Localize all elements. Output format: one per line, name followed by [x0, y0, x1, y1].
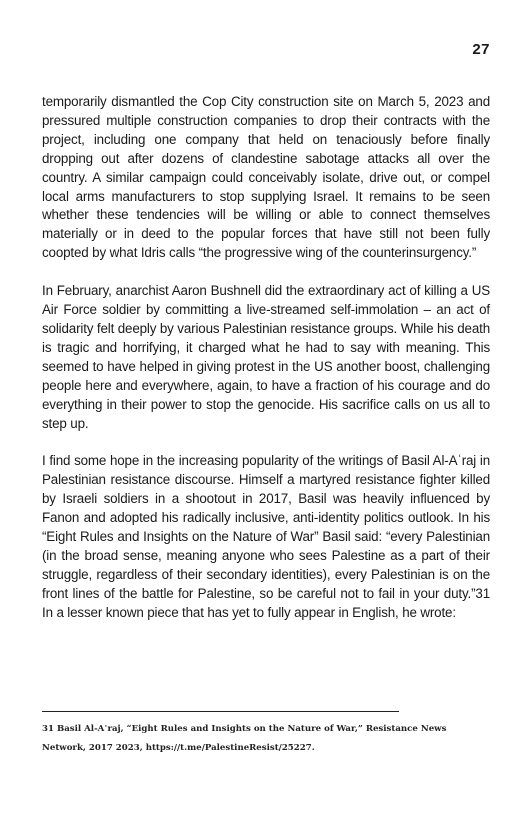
body-text [42, 93, 490, 642]
paragraph-basil-al-araj: I find some hope in the increasing popularity of the writings of Basil Al-Aʿraj in Palestinian resistance discourse. Himself a martyred resistance fighter killed by Israeli soldiers in a shootout in 2017, Basil was heavily influenced by Fanon and adopted his radically inclusive, anti-identity politics outlook. In his “Eight Rules and Insights on the Nature of War” Basil said: “every Palestinian (in the broad sense, meaning anyone who sees Palestine as a part of their struggle, regardless of their secondary identities), every Palestinian is on the front lines of the battle for Palestine, so be careful not to fail in your duty.”31 In a lesser known piece that has yet to fully appear in English, he wrote: [42, 453, 490, 620]
paragraph-aaron-bushnell: In February, anarchist Aaron Bushnell did the extraordinary act of killing a US Air Force soldier by committing a live-streamed self-immolation – an act of solidarity felt deeply by various Palestinian resistance groups. While his death is tragic and horrifying, it charged what he had to say with meaning. This seemed to have helped in giving protest in the US another boost, challenging people here and everywhere, again, to have a fraction of his courage and do everything in their power to stop the genocide. His sacrifice calls on us all to step up. [42, 283, 490, 431]
footnote-divider [42, 711, 399, 712]
paragraph-cop-city: temporarily dismantled the Cop City construction site on March 5, 2023 and pressured multiple construction companies to drop their contracts with the project, including one company that held on tenaciously before finally dropping out after dozens of clandestine sabotage attacks all over the country. A similar campaign could conceivably isolate, drive out, or compel local arms manufacturers to stop supplying Israel. It remains to be seen whether these tendencies will be willing or able to connect themselves materially or in deed to the popular forces that have still not been fully coopted by what Idris calls “the progressive wing of the counterinsurgency.” [42, 94, 490, 261]
footnote: 31 Basil Al-Aʿraj, “Eight Rules and Insights on the Nature of War,” Resistance News Network, 2017 2023, https://t.me/PalestineResist/25227. [42, 724, 447, 753]
page-number: 27 [472, 41, 490, 58]
